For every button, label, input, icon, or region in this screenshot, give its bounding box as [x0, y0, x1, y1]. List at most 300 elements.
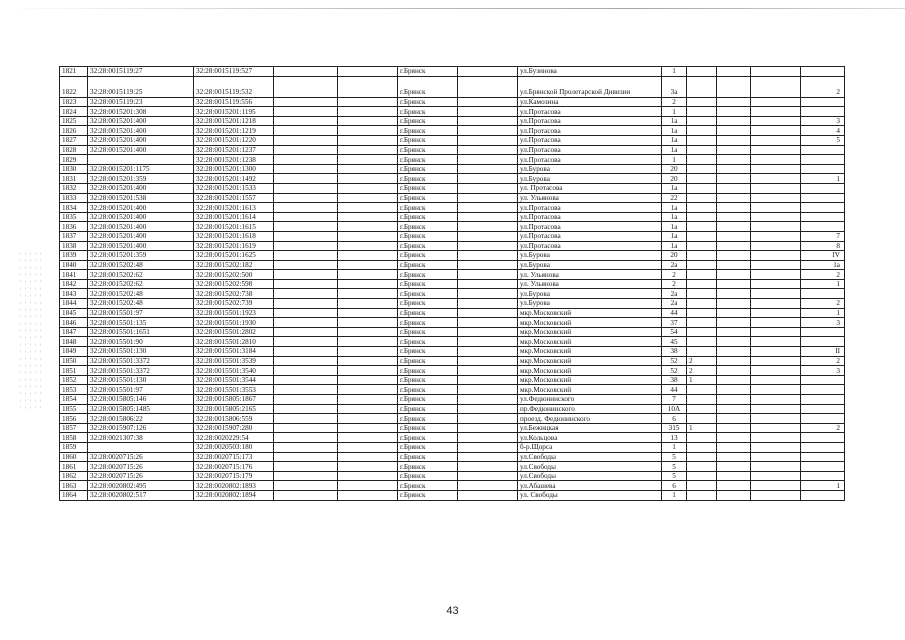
city-cell: г.Брянск: [398, 356, 458, 366]
empty-cell: [338, 193, 398, 203]
empty-cell: [338, 76, 398, 97]
house-number-cell: 1а: [662, 222, 687, 232]
street-cell: ул.Свободы: [518, 452, 662, 462]
empty-cell: [717, 241, 751, 251]
building-number-cell: [801, 97, 845, 107]
city-cell: г.Брянск: [398, 375, 458, 385]
street-cell: ул.Бузинова: [518, 67, 662, 77]
house-number-cell: 52: [662, 356, 687, 366]
empty-cell: [717, 135, 751, 145]
building-number-cell: [801, 337, 845, 347]
empty-cell: [458, 289, 518, 299]
house-number-cell: 52: [662, 366, 687, 376]
building-cadastral-number-cell: 32:28:0015501:3553: [194, 385, 274, 395]
empty-cell: [751, 155, 801, 165]
row-number-cell: 1823: [60, 97, 88, 107]
city-cell: г.Брянск: [398, 145, 458, 155]
land-cadastral-number-cell: [88, 155, 194, 165]
empty-cell: [458, 183, 518, 193]
extra-number-cell: [687, 442, 717, 452]
row-number-cell: 1863: [60, 481, 88, 491]
street-cell: мкр.Московский: [518, 347, 662, 357]
table-row: [60, 414, 845, 424]
empty-cell: [338, 433, 398, 443]
empty-cell: [751, 193, 801, 203]
building-cadastral-number-cell: 32:28:0020715:173: [194, 452, 274, 462]
land-cadastral-number-cell: 32:28:0015501:97: [88, 385, 194, 395]
building-number-cell: 1а: [801, 260, 845, 270]
row-number-cell: 1841: [60, 270, 88, 280]
table-row: [60, 260, 845, 270]
empty-cell: [458, 337, 518, 347]
empty-cell: [458, 423, 518, 433]
house-number-cell: 1а: [662, 231, 687, 241]
empty-cell: [274, 385, 338, 395]
empty-cell: [338, 404, 398, 414]
empty-cell: [458, 462, 518, 472]
street-cell: ул.Бурова: [518, 164, 662, 174]
street-cell: ул.Протасова: [518, 126, 662, 136]
city-cell: г.Брянск: [398, 203, 458, 213]
row-number-cell: 1864: [60, 490, 88, 500]
empty-cell: [274, 337, 338, 347]
house-number-cell: 1а: [662, 203, 687, 213]
street-cell: ул.Бурова: [518, 289, 662, 299]
building-cadastral-number-cell: 32:28:0015806:559: [194, 414, 274, 424]
extra-number-cell: [687, 347, 717, 357]
street-cell: ул.Свободы: [518, 471, 662, 481]
building-number-cell: [801, 164, 845, 174]
land-cadastral-number-cell: 32:28:0015202:48: [88, 260, 194, 270]
building-number-cell: [801, 289, 845, 299]
empty-cell: [751, 423, 801, 433]
empty-cell: [274, 67, 338, 77]
table-row: [60, 231, 845, 241]
empty-cell: [274, 116, 338, 126]
extra-number-cell: 2: [687, 366, 717, 376]
empty-cell: [717, 116, 751, 126]
building-number-cell: 2: [801, 270, 845, 280]
empty-cell: [274, 423, 338, 433]
table-row: [60, 67, 845, 77]
empty-cell: [274, 279, 338, 289]
building-cadastral-number-cell: 32:28:0015501:3540: [194, 366, 274, 376]
building-cadastral-number-cell: 32:28:0015805:1867: [194, 395, 274, 405]
empty-cell: [274, 270, 338, 280]
land-cadastral-number-cell: 32:28:0015201:538: [88, 193, 194, 203]
land-cadastral-number-cell: [88, 442, 194, 452]
city-cell: г.Брянск: [398, 270, 458, 280]
land-cadastral-number-cell: 32:28:0020715:26: [88, 452, 194, 462]
land-cadastral-number-cell: 32:28:0015201:359: [88, 251, 194, 261]
street-cell: ул.Протасова: [518, 241, 662, 251]
building-cadastral-number-cell: 32:28:0015201:1625: [194, 251, 274, 261]
empty-cell: [274, 395, 338, 405]
empty-cell: [274, 260, 338, 270]
street-cell: ул.Протасова: [518, 107, 662, 117]
extra-number-cell: [687, 155, 717, 165]
table-row: [60, 337, 845, 347]
empty-cell: [458, 251, 518, 261]
street-cell: мкр.Московский: [518, 375, 662, 385]
house-number-cell: 22: [662, 193, 687, 203]
row-number-cell: 1862: [60, 471, 88, 481]
table-row: [60, 318, 845, 328]
empty-cell: [751, 347, 801, 357]
empty-cell: [751, 462, 801, 472]
table-row: [60, 327, 845, 337]
row-number-cell: 1850: [60, 356, 88, 366]
empty-cell: [338, 174, 398, 184]
building-cadastral-number-cell: 32:28:0015202:738: [194, 289, 274, 299]
table-row: [60, 279, 845, 289]
city-cell: г.Брянск: [398, 107, 458, 117]
empty-cell: [274, 212, 338, 222]
empty-cell: [717, 174, 751, 184]
empty-cell: [458, 395, 518, 405]
empty-cell: [751, 404, 801, 414]
city-cell: г.Брянск: [398, 279, 458, 289]
city-cell: г.Брянск: [398, 366, 458, 376]
empty-cell: [717, 97, 751, 107]
table-row: [60, 212, 845, 222]
empty-cell: [751, 231, 801, 241]
empty-cell: [458, 126, 518, 136]
building-number-cell: [801, 193, 845, 203]
row-number-cell: 1832: [60, 183, 88, 193]
building-cadastral-number-cell: 32:28:0015201:1557: [194, 193, 274, 203]
building-number-cell: [801, 212, 845, 222]
empty-cell: [751, 183, 801, 193]
empty-cell: [717, 481, 751, 491]
table-row: [60, 308, 845, 318]
extra-number-cell: [687, 471, 717, 481]
extra-number-cell: [687, 270, 717, 280]
building-cadastral-number-cell: 32:28:0015202:182: [194, 260, 274, 270]
empty-cell: [338, 423, 398, 433]
building-cadastral-number-cell: 32:28:0015201:1220: [194, 135, 274, 145]
empty-cell: [274, 375, 338, 385]
street-cell: мкр.Московский: [518, 308, 662, 318]
land-cadastral-number-cell: 32:28:0015119:27: [88, 67, 194, 77]
building-number-cell: 3: [801, 116, 845, 126]
row-number-cell: 1842: [60, 279, 88, 289]
empty-cell: [717, 452, 751, 462]
empty-cell: [458, 76, 518, 97]
house-number-cell: 6: [662, 481, 687, 491]
building-cadastral-number-cell: 32:28:0015501:2802: [194, 327, 274, 337]
city-cell: г.Брянск: [398, 347, 458, 357]
street-cell: мкр.Московский: [518, 366, 662, 376]
extra-number-cell: [687, 97, 717, 107]
empty-cell: [751, 442, 801, 452]
city-cell: г.Брянск: [398, 193, 458, 203]
building-cadastral-number-cell: 32:28:0015201:1619: [194, 241, 274, 251]
house-number-cell: 2: [662, 270, 687, 280]
extra-number-cell: 2: [687, 356, 717, 366]
empty-cell: [751, 481, 801, 491]
empty-cell: [338, 347, 398, 357]
empty-cell: [338, 241, 398, 251]
house-number-cell: 54: [662, 327, 687, 337]
city-cell: г.Брянск: [398, 299, 458, 309]
empty-cell: [717, 289, 751, 299]
land-cadastral-number-cell: 32:28:0015501:90: [88, 337, 194, 347]
row-number-cell: 1840: [60, 260, 88, 270]
empty-cell: [458, 452, 518, 462]
land-cadastral-number-cell: 32:28:0015201:359: [88, 174, 194, 184]
building-cadastral-number-cell: 32:28:0015201:1219: [194, 126, 274, 136]
building-cadastral-number-cell: 32:28:0015501:3539: [194, 356, 274, 366]
empty-cell: [274, 318, 338, 328]
empty-cell: [751, 270, 801, 280]
empty-cell: [751, 212, 801, 222]
empty-cell: [458, 299, 518, 309]
city-cell: г.Брянск: [398, 164, 458, 174]
land-cadastral-number-cell: 32:28:0015201:400: [88, 241, 194, 251]
empty-cell: [717, 164, 751, 174]
street-cell: ул.Бурова: [518, 299, 662, 309]
house-number-cell: 1а: [662, 135, 687, 145]
empty-cell: [458, 231, 518, 241]
house-number-cell: 10А: [662, 404, 687, 414]
building-cadastral-number-cell: 32:28:0015501:3184: [194, 347, 274, 357]
row-number-cell: 1858: [60, 433, 88, 443]
extra-number-cell: [687, 279, 717, 289]
row-number-cell: 1837: [60, 231, 88, 241]
street-cell: ул.Протасова: [518, 135, 662, 145]
house-number-cell: 2а: [662, 260, 687, 270]
house-number-cell: 2а: [662, 299, 687, 309]
extra-number-cell: [687, 308, 717, 318]
extra-number-cell: [687, 299, 717, 309]
table-row: [60, 135, 845, 145]
city-cell: г.Брянск: [398, 442, 458, 452]
land-cadastral-number-cell: 32:28:0015201:400: [88, 222, 194, 232]
building-number-cell: 1: [801, 174, 845, 184]
empty-cell: [338, 164, 398, 174]
empty-cell: [338, 135, 398, 145]
house-number-cell: 1а: [662, 212, 687, 222]
extra-number-cell: [687, 318, 717, 328]
street-cell: ул.Протасова: [518, 116, 662, 126]
street-cell: мкр.Московский: [518, 337, 662, 347]
table-row: [60, 155, 845, 165]
empty-cell: [338, 442, 398, 452]
house-number-cell: 44: [662, 385, 687, 395]
empty-cell: [458, 145, 518, 155]
city-cell: г.Брянск: [398, 251, 458, 261]
building-cadastral-number-cell: 32:28:0020802:1894: [194, 490, 274, 500]
house-number-cell: 13: [662, 433, 687, 443]
table-row: [60, 270, 845, 280]
building-cadastral-number-cell: 32:28:0020715:179: [194, 471, 274, 481]
building-number-cell: 3: [801, 366, 845, 376]
empty-cell: [458, 442, 518, 452]
building-number-cell: II: [801, 347, 845, 357]
empty-cell: [717, 155, 751, 165]
table-row: [60, 97, 845, 107]
land-cadastral-number-cell: 32:28:0015907:126: [88, 423, 194, 433]
building-number-cell: [801, 67, 845, 77]
row-number-cell: 1839: [60, 251, 88, 261]
extra-number-cell: [687, 433, 717, 443]
extra-number-cell: [687, 260, 717, 270]
street-cell: ул.Бурова: [518, 251, 662, 261]
empty-cell: [751, 135, 801, 145]
row-number-cell: 1843: [60, 289, 88, 299]
table-row: [60, 203, 845, 213]
row-number-cell: 1851: [60, 366, 88, 376]
house-number-cell: 1а: [662, 126, 687, 136]
empty-cell: [458, 490, 518, 500]
city-cell: г.Брянск: [398, 183, 458, 193]
row-number-cell: 1821: [60, 67, 88, 77]
building-cadastral-number-cell: 32:28:0015201:1533: [194, 183, 274, 193]
empty-cell: [338, 481, 398, 491]
empty-cell: [274, 251, 338, 261]
city-cell: г.Брянск: [398, 471, 458, 481]
building-cadastral-number-cell: 32:28:0015201:1614: [194, 212, 274, 222]
street-cell: ул.Бежицкая: [518, 423, 662, 433]
extra-number-cell: [687, 174, 717, 184]
row-number-cell: 1844: [60, 299, 88, 309]
empty-cell: [717, 222, 751, 232]
building-number-cell: [801, 404, 845, 414]
empty-cell: [717, 404, 751, 414]
city-cell: г.Брянск: [398, 462, 458, 472]
table-row: [60, 76, 845, 97]
house-number-cell: 37: [662, 318, 687, 328]
table-row: [60, 107, 845, 117]
empty-cell: [751, 174, 801, 184]
city-cell: г.Брянск: [398, 414, 458, 424]
land-cadastral-number-cell: 32:28:0015201:400: [88, 135, 194, 145]
empty-cell: [717, 433, 751, 443]
extra-number-cell: [687, 452, 717, 462]
building-cadastral-number-cell: 32:28:0015119:556: [194, 97, 274, 107]
building-number-cell: [801, 471, 845, 481]
land-cadastral-number-cell: 32:28:0015501:130: [88, 347, 194, 357]
empty-cell: [751, 203, 801, 213]
land-cadastral-number-cell: 32:28:0015501:97: [88, 308, 194, 318]
empty-cell: [274, 135, 338, 145]
empty-cell: [274, 231, 338, 241]
empty-cell: [751, 356, 801, 366]
house-number-cell: 1а: [662, 183, 687, 193]
registry-table: [59, 66, 845, 501]
empty-cell: [751, 385, 801, 395]
street-cell: пр.Федюнинского: [518, 404, 662, 414]
extra-number-cell: [687, 203, 717, 213]
city-cell: г.Брянск: [398, 395, 458, 405]
empty-cell: [458, 270, 518, 280]
extra-number-cell: [687, 462, 717, 472]
house-number-cell: 5: [662, 452, 687, 462]
city-cell: г.Брянск: [398, 116, 458, 126]
row-number-cell: 1854: [60, 395, 88, 405]
row-number-cell: 1848: [60, 337, 88, 347]
row-number-cell: 1857: [60, 423, 88, 433]
empty-cell: [717, 107, 751, 117]
table-row: [60, 193, 845, 203]
empty-cell: [338, 279, 398, 289]
extra-number-cell: [687, 76, 717, 97]
building-cadastral-number-cell: 32:28:0015501:1930: [194, 318, 274, 328]
empty-cell: [338, 126, 398, 136]
building-number-cell: [801, 385, 845, 395]
extra-number-cell: [687, 135, 717, 145]
empty-cell: [751, 116, 801, 126]
land-cadastral-number-cell: 32:28:0015501:3372: [88, 356, 194, 366]
empty-cell: [274, 442, 338, 452]
empty-cell: [274, 145, 338, 155]
empty-cell: [338, 318, 398, 328]
extra-number-cell: [687, 337, 717, 347]
row-number-cell: 1825: [60, 116, 88, 126]
extra-number-cell: [687, 404, 717, 414]
table-row: [60, 366, 845, 376]
empty-cell: [458, 164, 518, 174]
table-row: [60, 490, 845, 500]
city-cell: г.Брянск: [398, 241, 458, 251]
building-number-cell: [801, 452, 845, 462]
building-number-cell: [801, 442, 845, 452]
row-number-cell: 1826: [60, 126, 88, 136]
street-cell: ул. Ульянова: [518, 193, 662, 203]
empty-cell: [274, 356, 338, 366]
land-cadastral-number-cell: 32:28:0020802:517: [88, 490, 194, 500]
building-cadastral-number-cell: 32:28:0015201:1492: [194, 174, 274, 184]
empty-cell: [717, 356, 751, 366]
empty-cell: [274, 76, 338, 97]
street-cell: ул.Протасова: [518, 203, 662, 213]
extra-number-cell: [687, 414, 717, 424]
empty-cell: [751, 260, 801, 270]
extra-number-cell: [687, 385, 717, 395]
table-row: [60, 462, 845, 472]
empty-cell: [717, 183, 751, 193]
building-cadastral-number-cell: 32:28:0015201:1618: [194, 231, 274, 241]
empty-cell: [717, 76, 751, 97]
row-number-cell: 1847: [60, 327, 88, 337]
land-cadastral-number-cell: 32:28:0020715:26: [88, 462, 194, 472]
empty-cell: [274, 174, 338, 184]
building-cadastral-number-cell: 32:28:0020802:1893: [194, 481, 274, 491]
empty-cell: [274, 347, 338, 357]
land-cadastral-number-cell: 32:28:0015501:135: [88, 318, 194, 328]
city-cell: г.Брянск: [398, 308, 458, 318]
empty-cell: [751, 366, 801, 376]
empty-cell: [274, 433, 338, 443]
extra-number-cell: 1: [687, 375, 717, 385]
empty-cell: [751, 76, 801, 97]
table-row: [60, 164, 845, 174]
empty-cell: [338, 222, 398, 232]
building-number-cell: [801, 183, 845, 193]
building-cadastral-number-cell: 32:28:0015201:1238: [194, 155, 274, 165]
empty-cell: [274, 308, 338, 318]
empty-cell: [458, 107, 518, 117]
empty-cell: [274, 404, 338, 414]
building-cadastral-number-cell: 32:28:0015201:1195: [194, 107, 274, 117]
empty-cell: [274, 126, 338, 136]
empty-cell: [717, 126, 751, 136]
building-number-cell: [801, 145, 845, 155]
building-cadastral-number-cell: 32:28:0015201:1613: [194, 203, 274, 213]
land-cadastral-number-cell: 32:28:0015201:308: [88, 107, 194, 117]
row-number-cell: 1856: [60, 414, 88, 424]
